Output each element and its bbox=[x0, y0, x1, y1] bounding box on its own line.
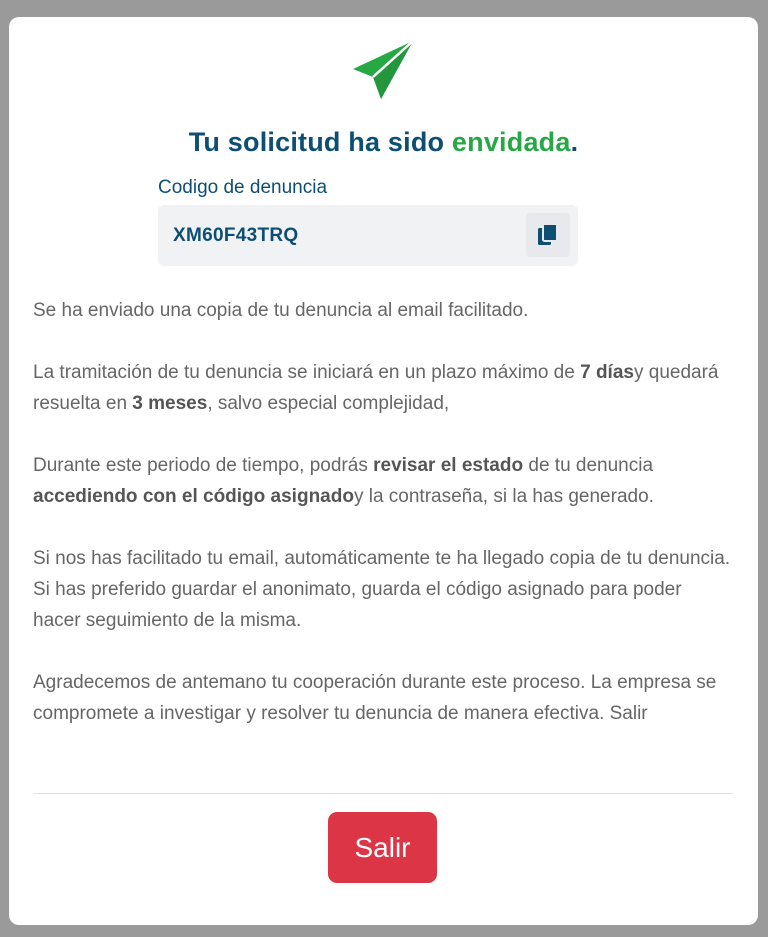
exit-button[interactable]: Salir bbox=[328, 812, 437, 883]
body-text bbox=[33, 295, 733, 760]
paper-plane-icon bbox=[351, 39, 415, 103]
divider bbox=[33, 793, 733, 794]
p3-e: y la contraseña, si la has generado. bbox=[353, 486, 654, 507]
p3-b: revisar el estado bbox=[373, 455, 524, 476]
title-main: Tu solicitud ha sido bbox=[188, 127, 452, 157]
page-title bbox=[9, 127, 758, 158]
paragraph-copy-sent: Se ha enviado una copia de tu denuncia al email facilitado. bbox=[33, 300, 529, 321]
paragraph-email: Si nos has facilitado tu email, automáticamente te ha llegado copia de tu denuncia. Si has preferido guardar el anonimato, guarda el código asignado para poder hacer seguimiento de la misma. bbox=[33, 548, 731, 631]
p2-b: 7 días bbox=[580, 362, 634, 383]
p2-c: y quedará resuelta en bbox=[33, 362, 719, 414]
paragraph-status bbox=[33, 450, 733, 512]
p3-d: accediendo con el código asignado bbox=[33, 486, 354, 507]
copy-button[interactable] bbox=[526, 213, 570, 257]
code-label: Codigo de denuncia bbox=[158, 177, 328, 198]
title-end: . bbox=[570, 127, 579, 157]
confirmation-modal bbox=[9, 17, 758, 925]
p2-e: , salvo especial complejidad, bbox=[207, 393, 450, 414]
paragraph-timeline bbox=[33, 357, 733, 419]
code-value: XM60F43TRQ bbox=[173, 225, 299, 246]
paragraph-thanks: Agradecemos de antemano tu cooperación durante este proceso. La empresa se compromete a investigar y resolver tu denuncia de manera efectiva. Salir bbox=[33, 672, 717, 724]
p3-a: Durante este periodo de tiempo, podrás bbox=[33, 455, 374, 476]
copy-icon bbox=[538, 224, 558, 246]
code-box bbox=[158, 205, 578, 266]
p3-c: de tu denuncia bbox=[523, 455, 654, 476]
p2-a: La tramitación de tu denuncia se iniciará en un plazo máximo de bbox=[33, 362, 581, 383]
p2-d: 3 meses bbox=[132, 393, 208, 414]
title-accent: envidada bbox=[451, 127, 571, 157]
